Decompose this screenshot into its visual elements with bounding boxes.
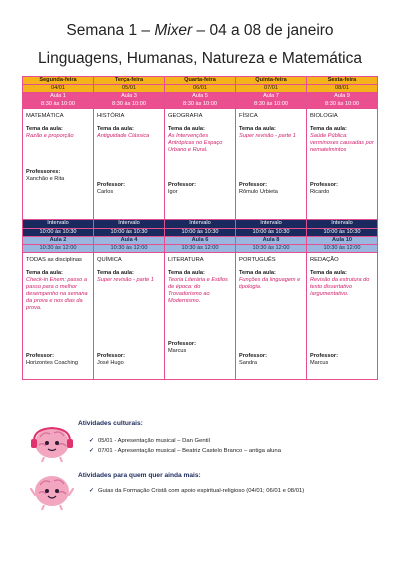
day-name: Terça-feira (94, 77, 165, 85)
extra-activities-title: Atividades para quem quer ainda mais: (78, 472, 201, 479)
brain-mascot-icon (30, 423, 74, 463)
time-row-morning (23, 101, 378, 109)
day-name: Segunda-feira (23, 77, 94, 85)
lesson-topic: As Intervenções Antrópicas no Espaço Urbano e Rural. (168, 133, 223, 154)
teacher (310, 182, 338, 196)
teacher-name: Marcus (168, 347, 187, 354)
aula-label: Aula 10 (307, 237, 378, 245)
aula-label: Aula 6 (165, 237, 236, 245)
topic-label: Tema da aula: (239, 270, 276, 277)
day-date: 08/01 (307, 85, 378, 93)
lesson-topic: Revisão da estrutura do texto dissertativo /argumentativo. (310, 277, 370, 298)
teacher-label: Professor: (26, 353, 54, 359)
aula-label: Aula 8 (236, 237, 307, 245)
topic-label: Tema da aula: (26, 126, 63, 133)
interval-time: 10:00 às 10:30 (23, 229, 94, 237)
schedule-table (22, 76, 378, 380)
lesson-subject: HISTÓRIA (97, 113, 125, 119)
lesson-row-morning (23, 109, 378, 220)
topic-label: Tema da aula: (239, 126, 276, 133)
lesson-row-late (23, 253, 378, 380)
aula-label: Aula 2 (23, 237, 94, 245)
lesson-topic: Funções da linguagem e tipologia. (239, 277, 301, 291)
interval-label: Intervalo (236, 220, 307, 229)
teacher-label: Professor: (168, 182, 196, 188)
aula-label: Aula 3 (94, 93, 165, 101)
lesson-subject: TODAS as disciplinas (26, 257, 82, 263)
lesson-subject: BIOLOGIA (310, 113, 338, 119)
check-icon: ✓ (89, 438, 94, 444)
aula-time: 10:30 às 12:00 (94, 245, 165, 253)
interval-time-row (23, 229, 378, 237)
day-date: 06/01 (165, 85, 236, 93)
teacher (239, 353, 267, 367)
aula-time: 10:30 às 12:00 (23, 245, 94, 253)
interval-label: Intervalo (94, 220, 165, 229)
day-date: 07/01 (236, 85, 307, 93)
teacher-label: Professor: (239, 353, 267, 359)
day-date: 04/01 (23, 85, 94, 93)
page-title: Semana 1 – Mixer – 04 a 08 de janeiro (66, 22, 334, 39)
lesson-topic: Saúde Pública: verminoses causadas por nematelmintos (310, 133, 374, 154)
aula-label: Aula 9 (307, 93, 378, 101)
lesson-cell (23, 253, 94, 380)
teacher-label: Professor: (239, 182, 267, 188)
topic-label: Tema da aula: (310, 270, 347, 277)
teacher (168, 182, 196, 196)
interval-label: Intervalo (307, 220, 378, 229)
teacher-label: Professor: (310, 353, 338, 359)
lesson-cell (165, 109, 236, 220)
aula-row-late (23, 237, 378, 245)
topic-label: Tema da aula: (97, 126, 134, 133)
lesson-subject: MATEMÁTICA (26, 113, 64, 119)
topic-label: Tema da aula: (168, 126, 205, 133)
teacher (26, 353, 78, 367)
topic-label: Tema da aula: (310, 126, 347, 133)
teacher-name: Carlos (97, 188, 114, 195)
aula-time: 8:30 às 10:00 (23, 101, 94, 109)
aula-label: Aula 5 (165, 93, 236, 101)
teacher-label: Professor: (97, 182, 125, 188)
lesson-cell (307, 253, 378, 380)
time-row-late (23, 245, 378, 253)
teacher (168, 341, 196, 355)
teacher-name: Sandra (239, 359, 258, 366)
day-name: Quarta-feira (165, 77, 236, 85)
lesson-cell (236, 253, 307, 380)
aula-row-morning (23, 93, 378, 101)
brain-mascot-icon (30, 471, 74, 511)
lesson-topic: Razão e proporção (26, 133, 74, 140)
date-row (23, 85, 378, 93)
teacher-name: José Hugo (97, 359, 124, 366)
check-icon: ✓ (89, 448, 94, 454)
lesson-subject: FÍSICA (239, 113, 258, 119)
interval-time: 10:00 às 10:30 (307, 229, 378, 237)
lesson-topic: Check-in Enem: passo a passo para o melhor desempenho na semana da prova e nos dias da prova. (26, 277, 88, 312)
lesson-subject: PORTUGUÊS (239, 257, 276, 263)
teacher-name: Rômulo Urbieta (239, 188, 278, 195)
aula-label: Aula 7 (236, 93, 307, 101)
check-icon: ✓ (89, 488, 94, 494)
aula-time: 10:30 às 12:00 (165, 245, 236, 253)
lesson-topic: Antiguidade Clássica (97, 133, 150, 140)
aula-label: Aula 4 (94, 237, 165, 245)
cultural-activities-title: Atividades culturais: (78, 420, 143, 427)
lesson-cell (94, 253, 165, 380)
lesson-subject: LITERATURA (168, 257, 204, 263)
lesson-topic: Super revisão - parte 1 (97, 277, 154, 284)
lesson-cell (94, 109, 165, 220)
interval-time: 10:00 às 10:30 (236, 229, 307, 237)
teacher-name: Xanchão e Rita (26, 175, 65, 182)
aula-time: 8:30 às 10:00 (165, 101, 236, 109)
teacher (26, 169, 64, 183)
interval-time: 10:00 às 10:30 (165, 229, 236, 237)
interval-time: 10:00 às 10:30 (94, 229, 165, 237)
extra-activity-item: ✓ Guias da Formação Cristã com apoio espiritual-religioso (04/01; 06/01 e 08/01) (89, 488, 305, 494)
topic-label: Tema da aula: (97, 270, 134, 277)
teacher (97, 182, 125, 196)
lesson-subject: REDAÇÃO (310, 257, 339, 263)
interval-label: Intervalo (23, 220, 94, 229)
teacher-label: Professor: (310, 182, 338, 188)
aula-time: 10:30 às 12:00 (307, 245, 378, 253)
teacher-name: Igor (168, 188, 178, 195)
lesson-topic: Super revisão - parte 1 (239, 133, 296, 140)
teacher-name: Horizontes Coaching (26, 359, 78, 366)
lesson-subject: GEOGRAFIA (168, 113, 203, 119)
interval-row (23, 220, 378, 229)
teacher (97, 353, 125, 367)
cultural-activity-item: ✓ 07/01 - Apresentação musical – Beatriz Castelo Branco – antiga aluna (89, 448, 281, 454)
day-date: 05/01 (94, 85, 165, 93)
day-row (23, 77, 378, 85)
interval-label: Intervalo (165, 220, 236, 229)
aula-label: Aula 1 (23, 93, 94, 101)
topic-label: Tema da aula: (26, 270, 63, 277)
lesson-subject: QUÍMICA (97, 257, 122, 263)
teacher-label: Professores: (26, 169, 61, 175)
aula-time: 8:30 às 10:00 (307, 101, 378, 109)
teacher (239, 182, 278, 196)
lesson-cell (236, 109, 307, 220)
teacher-label: Professor: (97, 353, 125, 359)
lesson-cell (307, 109, 378, 220)
cultural-activity-item: ✓ 05/01 - Apresentação musical – Dan Gentil (89, 438, 210, 444)
topic-label: Tema da aula: (168, 270, 205, 277)
lesson-cell (165, 253, 236, 380)
teacher (310, 353, 338, 367)
aula-time: 10:30 às 12:00 (236, 245, 307, 253)
teacher-name: Ricardo (310, 188, 330, 195)
teacher-label: Professor: (168, 341, 196, 347)
teacher-name: Marcus (310, 359, 329, 366)
aula-time: 8:30 às 10:00 (94, 101, 165, 109)
page-subtitle: Linguagens, Humanas, Natureza e Matemática (38, 50, 362, 67)
day-name: Sexta-feira (307, 77, 378, 85)
lesson-cell (23, 109, 94, 220)
aula-time: 8:30 às 10:00 (236, 101, 307, 109)
lesson-topic: Teoria Literária e Estilos de época: do Trovadorismo ao Modernismo. (168, 277, 228, 305)
day-name: Quinta-feira (236, 77, 307, 85)
